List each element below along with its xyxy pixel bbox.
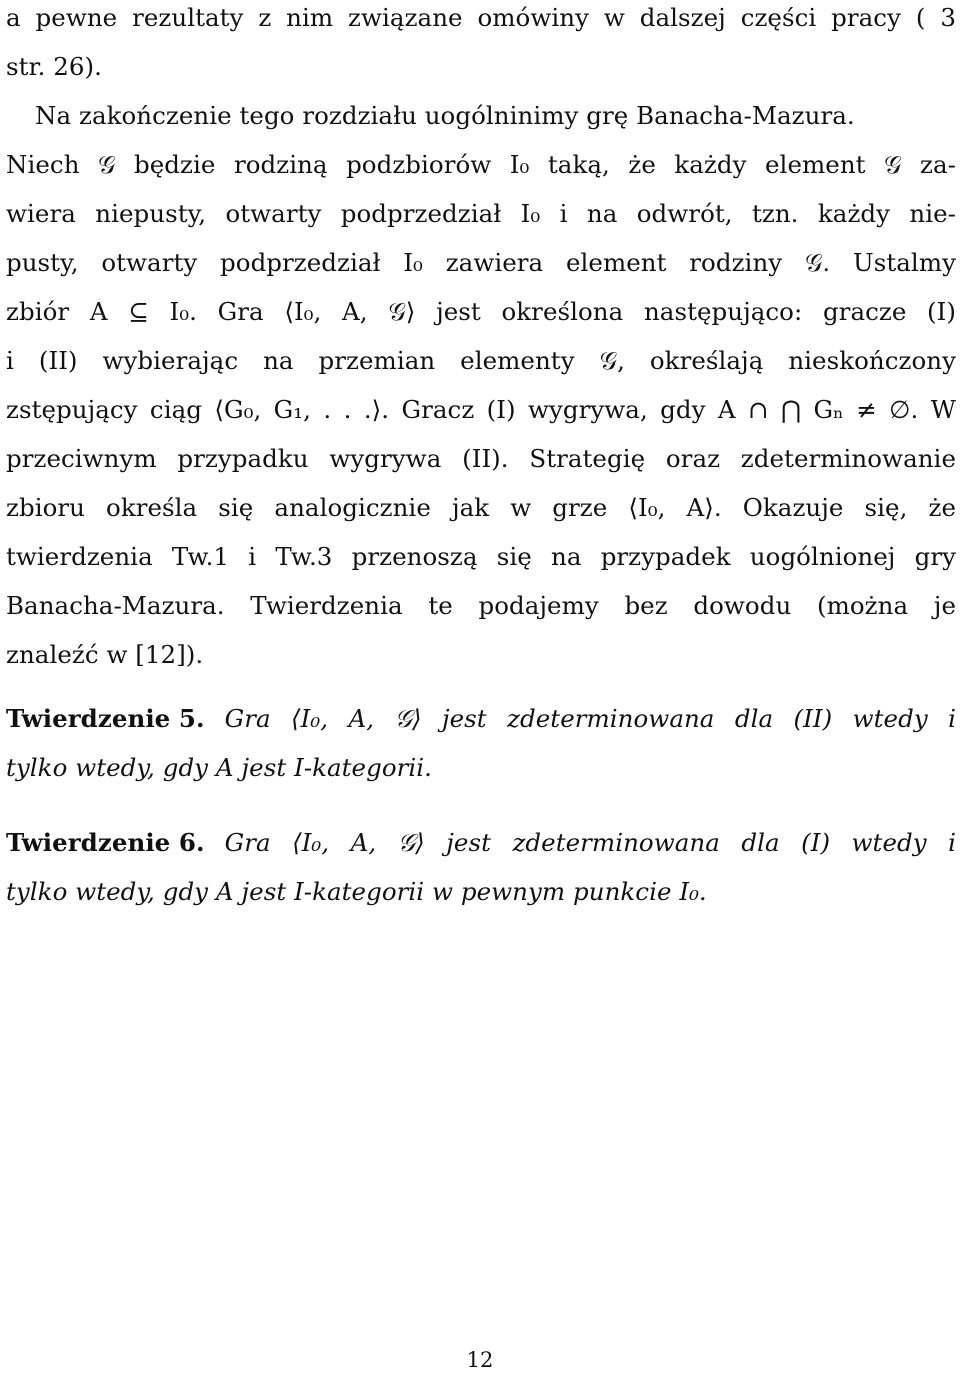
intro-line-2: str. 26). bbox=[6, 52, 102, 81]
main-paragraph-line-12: znaleźć w [12]). bbox=[6, 640, 204, 669]
main-paragraph-line-10: twierdzenia Tw.1 i Tw.3 przenoszą się na przypadek uogólnionej gry bbox=[6, 542, 956, 571]
theorem-5-statement-line-1: Gra ⟨I₀, A, 𝒢⟩ jest zdeterminowana dla (II) wtedy i bbox=[224, 704, 956, 733]
main-paragraph-line-8: przeciwnym przypadku wygrywa (II). Strategię oraz zdeterminowanie bbox=[6, 444, 956, 473]
theorem-5-heading: Twierdzenie 5. bbox=[6, 704, 205, 733]
theorem-6-statement-line-1: Gra ⟨I₀, A, 𝒢⟩ jest zdeterminowana dla (I) wtedy i bbox=[224, 828, 956, 857]
main-paragraph-line-3: wiera niepusty, otwarty podprzedział I₀ i na odwrót, tzn. każdy nie- bbox=[6, 199, 956, 228]
page-number: 12 bbox=[466, 1348, 494, 1372]
theorem-6-statement-line-2: tylko wtedy, gdy A jest I-kategorii w pewnym punkcie I₀. bbox=[6, 877, 707, 906]
main-paragraph-line-11: Banacha-Mazura. Twierdzenia te podajemy bez dowodu (można je bbox=[6, 591, 956, 620]
main-paragraph-line-7: zstępujący ciąg ⟨G₀, G₁, . . .⟩. Gracz (I) wygrywa, gdy A ∩ ⋂ Gₙ ≠ ∅. W bbox=[6, 395, 956, 424]
theorem-5-statement-line-2: tylko wtedy, gdy A jest I-kategorii. bbox=[6, 753, 433, 782]
main-paragraph-line-2: Niech 𝒢 będzie rodziną podzbiorów I₀ taką, że każdy element 𝒢 za- bbox=[6, 150, 956, 179]
main-paragraph-line-6: i (II) wybierając na przemian elementy 𝒢, określają nieskończony bbox=[6, 346, 956, 375]
main-paragraph-line-1: Na zakończenie tego rozdziału uogólninimy grę Banacha-Mazura. bbox=[35, 101, 855, 130]
theorem-6-line-1 bbox=[6, 828, 956, 858]
main-paragraph-line-5: zbiór A ⊆ I₀. Gra ⟨I₀, A, 𝒢⟩ jest określona następująco: gracze (I) bbox=[6, 297, 956, 326]
theorem-5-line-1 bbox=[6, 704, 956, 734]
main-paragraph-line-9: zbioru określa się analogicznie jak w grze ⟨I₀, A⟩. Okazuje się, że bbox=[6, 493, 956, 522]
theorem-6-heading: Twierdzenie 6. bbox=[6, 828, 205, 857]
main-paragraph-line-4: pusty, otwarty podprzedział I₀ zawiera element rodziny 𝒢. Ustalmy bbox=[6, 248, 956, 277]
intro-line-1: a pewne rezultaty z nim związane omówiny w dalszej części pracy ( 3 bbox=[6, 3, 956, 32]
